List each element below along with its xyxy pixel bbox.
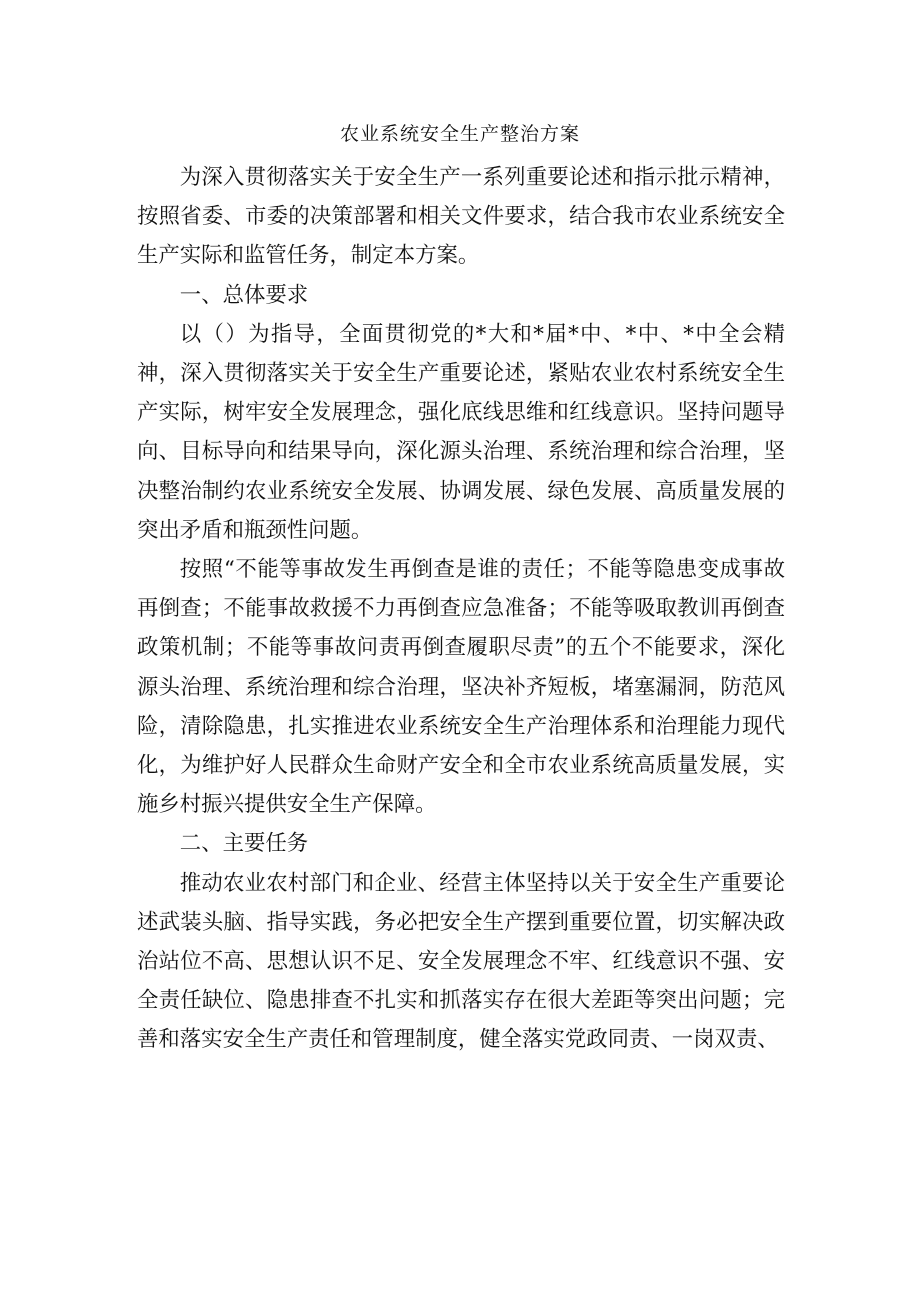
general-requirements-paragraph-1: 以（）为指导，全面贯彻党的*大和*届*中、*中、*中全会精神，深入贯彻落实关于安全生产重要论述，紧贴农业农村系统安全生产实际，树牢安全发展理念，强化底线思维和红线意识。坚持问题导向、目标导向和结果导向，深化源头治理、系统治理和综合治理，坚决整治制约农业系统安全发展、协调发展、绿色发展、高质量发展的突出矛盾和瓶颈性问题。 <box>137 321 785 543</box>
section-heading-main-tasks: 二、主要任务 <box>179 831 309 857</box>
section-heading-general-requirements: 一、总体要求 <box>179 282 309 308</box>
document-body <box>137 158 785 1060</box>
intro-paragraph: 为深入贯彻落实关于安全生产一系列重要论述和指示批示精神，按照省委、市委的决策部署和相关文件要求，结合我市农业系统安全生产实际和监管任务，制定本方案。 <box>137 165 785 269</box>
general-requirements-paragraph-2: 按照“不能等事故发生再倒查是谁的责任；不能等隐患变成事故再倒查；不能事故救援不力再倒查应急准备；不能等吸取教训再倒查政策机制；不能等事故问责再倒查履职尽责”的五个不能要求，深化源头治理、系统治理和综合治理，坚决补齐短板，堵塞漏洞，防范风险，清除隐患，扎实推进农业系统安全生产治理体系和治理能力现代化，为维护好人民群众生命财产安全和全市农业系统高质量发展，实施乡村振兴提供安全生产保障。 <box>137 557 785 818</box>
main-tasks-paragraph-1: 推动农业农村部门和企业、经营主体坚持以关于安全生产重要论述武装头脑、指导实践，务必把安全生产摆到重要位置，切实解决政治站位不高、思想认识不足、安全发展理念不牢、红线意识不强、安全责任缺位、隐患排查不扎实和抓落实存在很大差距等突出问题；完善和落实安全生产责任和管理制度，健全落实党政同责、一岗双责、 <box>137 870 785 1053</box>
document-title: 农业系统安全生产整治方案 <box>339 123 580 145</box>
